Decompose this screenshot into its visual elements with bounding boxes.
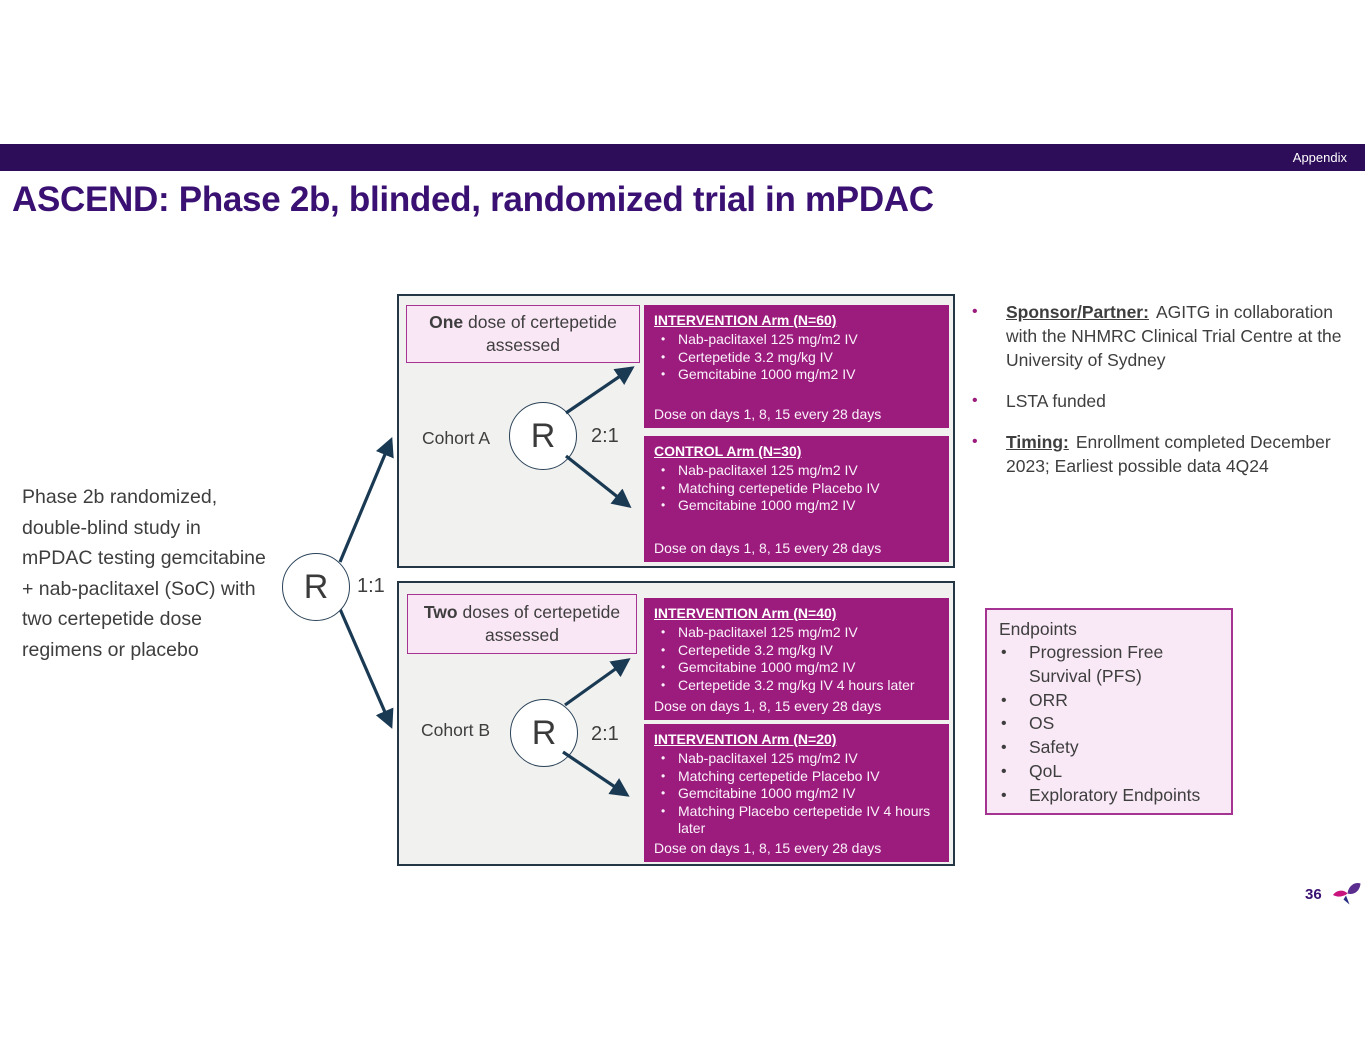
arm-header: CONTROL Arm (N=30): [654, 443, 802, 459]
cohort-b-label: Cohort B: [421, 720, 491, 740]
study-summary-text: Phase 2b randomized, double-blind study in mPDAC testing gemcitabine + nab-paclitaxel (SoC) with two certepetide dose regimens or placebo: [22, 486, 266, 661]
sponsor-text: AGITG in collaboration with the NHMRC Clinical Trial Centre at the University of Sydney: [1006, 302, 1342, 370]
randomizer-circle-cohort-a: [509, 402, 577, 470]
ratio-label-cohort-b: 2:1: [591, 723, 619, 745]
endpoint-item: • QoL: [999, 760, 1219, 784]
arm-dose-schedule: Dose on days 1, 8, 15 every 28 days: [654, 406, 882, 422]
page-number: 36: [1305, 886, 1322, 903]
arm-item: • Gemcitabine 1000 mg/m2 IV: [654, 785, 939, 803]
arm-item-list: [654, 624, 939, 694]
arm-item-list: [654, 750, 939, 838]
cohort-a-dose-note-text: One dose of certepetide assessed: [429, 312, 617, 355]
arm-item: • Matching Placebo certepetide IV 4 hours later: [654, 803, 939, 838]
arm-item: • Matching certepetide Placebo IV: [654, 768, 939, 786]
sponsor-bullet: [968, 300, 1364, 372]
funding-text: LSTA funded: [1006, 391, 1106, 411]
randomizer-circle-cohort-b: [510, 699, 578, 767]
cohort-b-dose-note: [407, 594, 637, 654]
cohort-a-dose-note: [406, 305, 640, 363]
arm-item: • Certepetide 3.2 mg/kg IV 4 hours later: [654, 677, 939, 695]
arm-item: • Nab-paclitaxel 125 mg/m2 IV: [654, 624, 939, 642]
timing-bullet: [968, 430, 1364, 478]
endpoints-box: [985, 608, 1233, 815]
timing-text: Enrollment completed December 2023; Earliest possible data 4Q24: [1006, 432, 1331, 476]
ratio-label-cohort-a: 2:1: [591, 425, 619, 447]
endpoint-item: • ORR: [999, 689, 1219, 713]
randomizer-letter: R: [530, 416, 556, 455]
appendix-bar: [0, 144, 1365, 171]
arm-item: • Nab-paclitaxel 125 mg/m2 IV: [654, 462, 939, 480]
endpoint-item: • Progression Free Survival (PFS): [999, 641, 1219, 689]
hummingbird-logo-icon: [1330, 880, 1362, 912]
arm-item: • Gemcitabine 1000 mg/m2 IV: [654, 366, 939, 384]
appendix-label: Appendix: [1292, 150, 1347, 165]
cohort-b-intervention-arm-box-n20: [644, 724, 949, 862]
sponsor-lead: Sponsor/Partner:: [1006, 302, 1149, 322]
arm-item: • Nab-paclitaxel 125 mg/m2 IV: [654, 331, 939, 349]
arm-item: • Gemcitabine 1000 mg/m2 IV: [654, 497, 939, 515]
endpoints-list: [999, 641, 1219, 808]
arm-dose-schedule: Dose on days 1, 8, 15 every 28 days: [654, 698, 882, 714]
arm-item: • Gemcitabine 1000 mg/m2 IV: [654, 659, 939, 677]
arm-item-list: [654, 462, 939, 515]
arm-header: INTERVENTION Arm (N=20): [654, 731, 837, 747]
randomizer-circle-main: [282, 553, 350, 621]
arm-header: INTERVENTION Arm (N=60): [654, 312, 837, 328]
page-title: ASCEND: Phase 2b, blinded, randomized trial in mPDAC: [12, 180, 934, 219]
cohort-a-label: Cohort A: [422, 428, 491, 448]
arm-item: • Nab-paclitaxel 125 mg/m2 IV: [654, 750, 939, 768]
endpoints-title: Endpoints: [999, 619, 1077, 639]
cohort-b-dose-note-text: Two doses of certepetide assessed: [423, 602, 621, 645]
randomizer-letter: R: [531, 713, 557, 752]
cohort-a-panel: [397, 294, 955, 568]
arm-item: • Certepetide 3.2 mg/kg IV: [654, 349, 939, 367]
ratio-label-main: 1:1: [357, 575, 385, 597]
endpoint-item: • Safety: [999, 736, 1219, 760]
arm-header: INTERVENTION Arm (N=40): [654, 605, 837, 621]
arm-dose-schedule: Dose on days 1, 8, 15 every 28 days: [654, 540, 882, 556]
cohort-a-intervention-arm-box: [644, 305, 949, 428]
arm-item: • Matching certepetide Placebo IV: [654, 480, 939, 498]
cohort-b-intervention-arm-box-n40: [644, 598, 949, 720]
timing-lead: Timing:: [1006, 432, 1069, 452]
trial-info-list: [968, 300, 1364, 495]
endpoint-item: • OS: [999, 712, 1219, 736]
cohort-b-panel: [397, 581, 955, 866]
arm-item-list: [654, 331, 939, 384]
cohort-a-control-arm-box: [644, 436, 949, 562]
arm-dose-schedule: Dose on days 1, 8, 15 every 28 days: [654, 840, 882, 856]
arm-item: • Certepetide 3.2 mg/kg IV: [654, 642, 939, 660]
endpoint-item: • Exploratory Endpoints: [999, 784, 1219, 808]
randomizer-letter: R: [303, 567, 329, 606]
funding-bullet: [968, 389, 1364, 413]
